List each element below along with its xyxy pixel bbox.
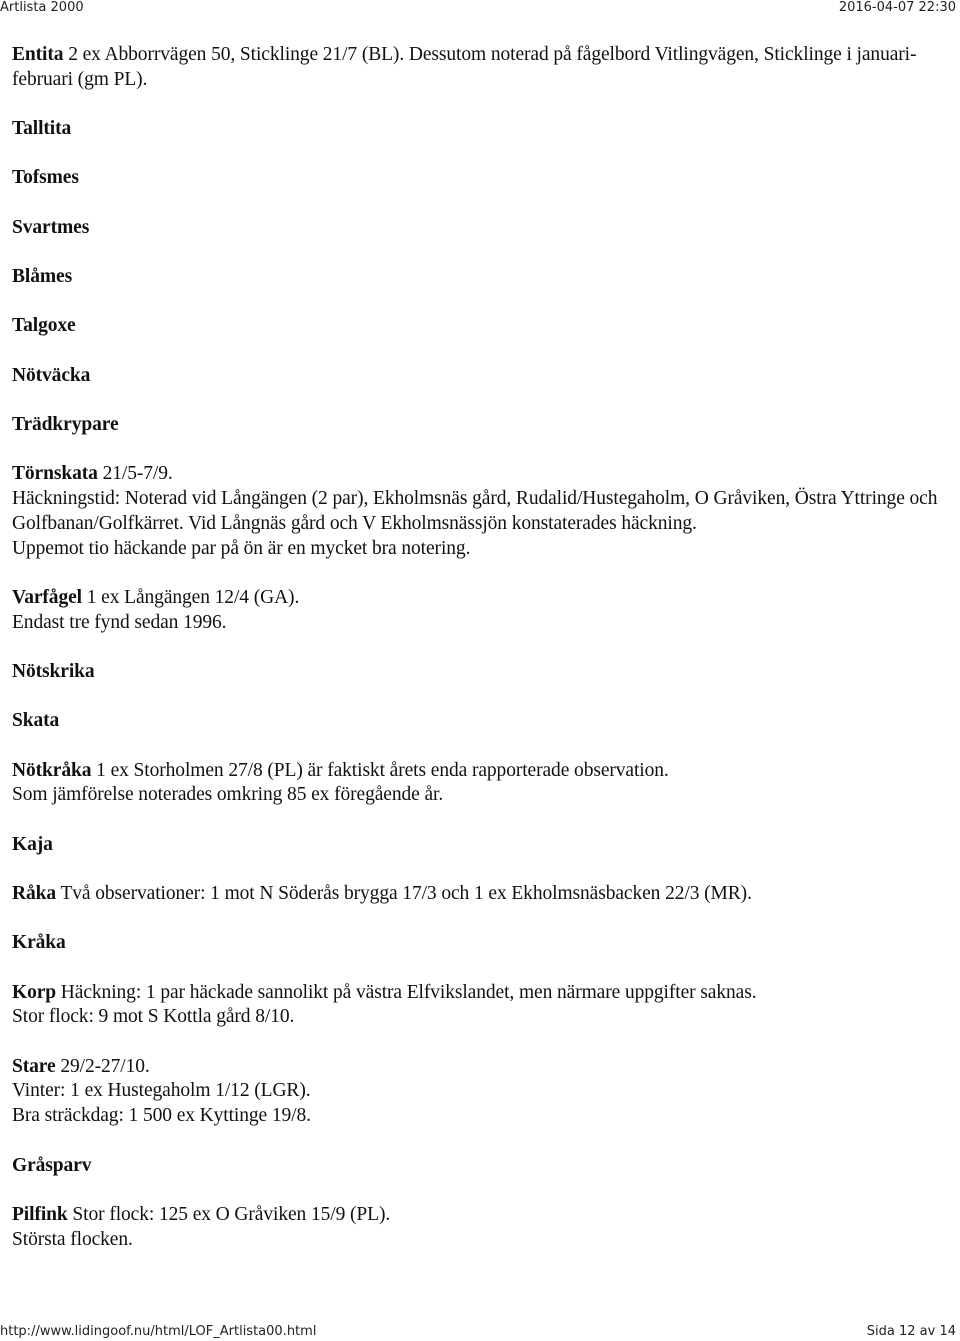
species-name: Gråsparv <box>12 1154 92 1176</box>
species-name: Varfågel <box>12 586 82 608</box>
entry-first-line <box>12 43 952 93</box>
page-header <box>0 0 960 16</box>
species-name: Stare <box>12 1055 56 1077</box>
species-note-line: Som jämförelse noterades omkring 85 ex föregående år. <box>12 784 444 806</box>
species-note-line: Största flocken. <box>12 1228 133 1250</box>
species-name: Nötkråka <box>12 759 92 781</box>
entry-first-line <box>12 981 952 1006</box>
entry-first-line <box>12 759 952 784</box>
species-entry <box>12 413 952 438</box>
species-note: 21/5-7/9. <box>97 463 173 485</box>
entry-first-line <box>12 1203 952 1228</box>
species-name: Nötskrika <box>12 660 95 682</box>
print-timestamp: 2016-04-07 22:30 <box>838 0 956 15</box>
species-note: 1 ex Storholmen 27/8 (PL) är faktiskt årets enda rapporterade observation. <box>91 759 669 781</box>
species-entry <box>12 759 952 809</box>
species-entry <box>12 586 952 636</box>
species-note: Häckning: 1 par häckade sannolikt på västra Elfvikslandet, men närmare uppgifter saknas. <box>56 981 757 1003</box>
species-entry <box>12 117 952 142</box>
entry-first-line <box>12 833 952 858</box>
entry-first-line <box>12 413 952 438</box>
entry-first-line <box>12 660 952 685</box>
species-name: Pilfink <box>12 1203 68 1225</box>
species-name: Råka <box>12 882 57 904</box>
species-name: Tofsmes <box>12 167 79 189</box>
species-entry <box>12 166 952 191</box>
species-note: 2 ex Abborrvägen 50, Sticklinge 21/7 (BL). Dessutom noterad på fågelbord Vitlingvägen, Sticklinge i januari-februari (gm PL). <box>12 44 917 90</box>
species-name: Korp <box>12 981 57 1003</box>
species-note-line: Stor flock: 9 mot S Kottla gård 8/10. <box>12 1006 295 1028</box>
species-name: Nötväcka <box>12 364 91 386</box>
species-name: Blåmes <box>12 265 73 287</box>
source-url: http://www.lidingoof.nu/html/LOF_Artlista00.html <box>0 1324 317 1339</box>
species-note: 1 ex Långängen 12/4 (GA). <box>81 586 300 608</box>
entry-first-line <box>12 931 952 956</box>
species-note-line: Bra sträckdag: 1 500 ex Kyttinge 19/8. <box>12 1105 311 1127</box>
entry-first-line <box>12 586 952 611</box>
entry-first-line <box>12 364 952 389</box>
species-entry <box>12 43 952 93</box>
species-list <box>12 43 952 1277</box>
entry-first-line <box>12 166 952 191</box>
species-entry <box>12 1055 952 1129</box>
species-note: Två observationer: 1 mot N Söderås brygga 17/3 och 1 ex Ekholmsnäsbacken 22/3 (MR). <box>56 882 752 904</box>
entry-first-line <box>12 314 952 339</box>
species-entry <box>12 462 952 561</box>
page-number: Sida 12 av 14 <box>866 1324 956 1339</box>
species-entry <box>12 265 952 290</box>
entry-first-line <box>12 1154 952 1179</box>
entry-first-line <box>12 709 952 734</box>
entry-first-line <box>12 117 952 142</box>
species-entry <box>12 981 952 1031</box>
species-name: Entita <box>12 44 64 65</box>
species-name: Törnskata <box>12 463 98 485</box>
entry-first-line <box>12 216 952 241</box>
document-title: Artlista 2000 <box>0 0 84 15</box>
page-footer <box>0 1324 960 1340</box>
species-entry <box>12 364 952 389</box>
species-entry <box>12 833 952 858</box>
species-name: Trädkrypare <box>12 413 119 435</box>
species-name: Kråka <box>12 932 66 954</box>
species-note: 29/2-27/10. <box>55 1055 150 1077</box>
species-name: Skata <box>12 710 60 732</box>
species-entry <box>12 1154 952 1179</box>
species-name: Svartmes <box>12 216 90 238</box>
species-note-line: Uppemot tio häckande par på ön är en mycket bra notering. <box>12 537 471 559</box>
species-name: Talltita <box>12 118 72 140</box>
species-note-line: Vinter: 1 ex Hustegaholm 1/12 (LGR). <box>12 1080 311 1102</box>
species-name: Kaja <box>12 833 53 855</box>
entry-first-line <box>12 882 952 907</box>
species-entry <box>12 709 952 734</box>
species-entry <box>12 314 952 339</box>
species-entry <box>12 660 952 685</box>
species-note-line: Häckningstid: Noterad vid Långängen (2 par), Ekholmsnäs gård, Rudalid/Hustegaholm, O Gråviken, Östra Yttringe och Golfbanan/Golfkärret. Vid Långnäs gård och V Ekholmsnässjön konstaterades häckning. <box>12 487 938 534</box>
species-entry <box>12 882 952 907</box>
species-entry <box>12 216 952 241</box>
entry-first-line <box>12 1055 952 1080</box>
species-entry <box>12 1203 952 1253</box>
species-note-line: Endast tre fynd sedan 1996. <box>12 611 227 633</box>
species-entry <box>12 931 952 956</box>
entry-first-line <box>12 462 952 487</box>
species-note: Stor flock: 125 ex O Gråviken 15/9 (PL). <box>67 1203 391 1225</box>
species-name: Talgoxe <box>12 315 76 337</box>
entry-first-line <box>12 265 952 290</box>
